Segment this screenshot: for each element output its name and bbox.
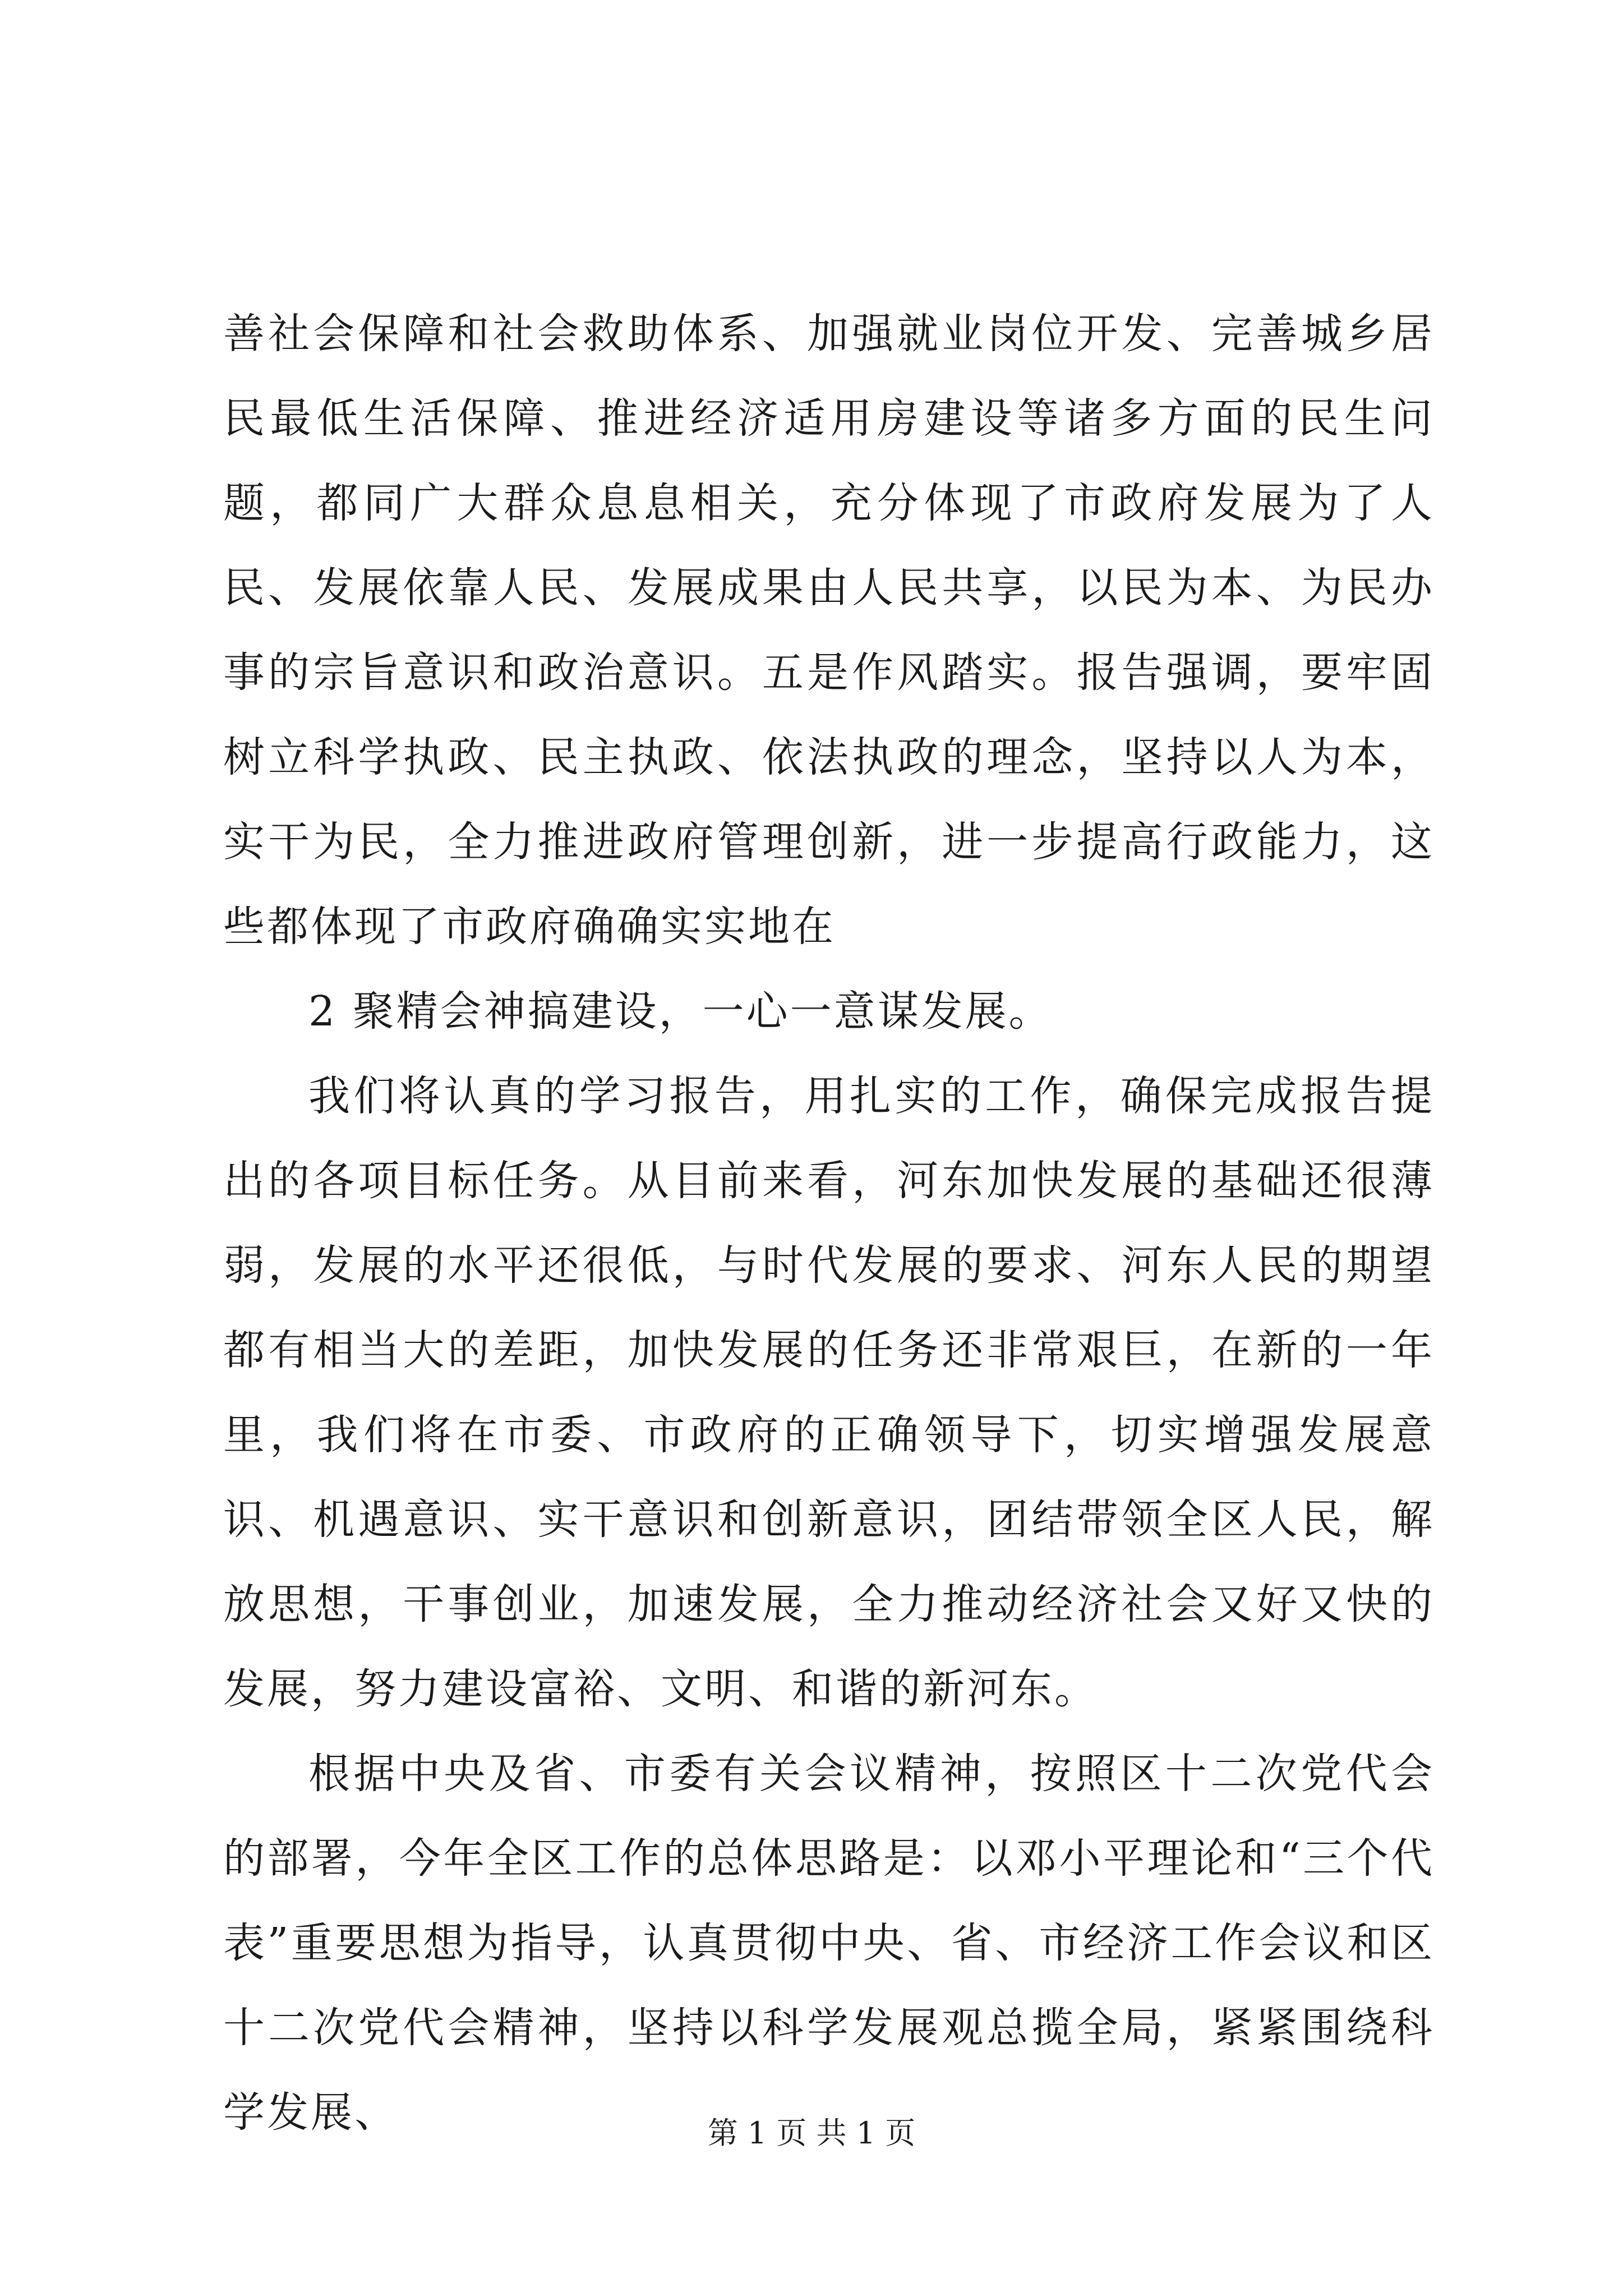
page-footer: 第 1 页 共 1 页: [707, 2115, 916, 2151]
paragraph-overall-approach: 根据中央及省、市委有关会议精神，按照区十二次党代会的部署，今年全区工作的总体思路是：以邓小平理论和“三个代表”重要思想为指导，认真贯彻中央、省、市经济工作会议和区十二次党代会精神，坚持以科学发展观总揽全局，紧紧围绕科学发展、: [223, 1750, 1435, 2137]
paragraph-heading-2: 2 聚精会神搞建设，一心一意谋发展。: [308, 987, 1053, 1036]
document-body: [223, 292, 1435, 2155]
paragraph-study-report: 我们将认真的学习报告，用扎实的工作，确保完成报告提出的各项目标任务。从目前来看，河东加快发展的基础还很薄弱，发展的水平还很低，与时代发展的要求、河东人民的期望都有相当大的差距，加快发展的任务还非常艰巨，在新的一年里，我们将在市委、市政府的正确领导下，切实增强发展意识、机遇意识、实干意识和创新意识，团结带领全区人民，解放思想，干事创业，加速发展，全力推动经济社会又好又快的发展，努力建设富裕、文明、和谐的新河东。: [223, 1072, 1435, 1713]
paragraph-continuation: 善社会保障和社会救助体系、加强就业岗位开发、完善城乡居民最低生活保障、推进经济适用房建设等诸多方面的民生问题，都同广大群众息息相关，充分体现了市政府发展为了人民、发展依靠人民、发展成果由人民共享，以民为本、为民办事的宗旨意识和政治意识。五是作风踏实。报告强调，要牢固树立科学执政、民主执政、依法执政的理念，坚持以人为本，实干为民，全力推进政府管理创新，进一步提高行政能力，这些都体现了市政府确确实实地在: [223, 310, 1435, 951]
